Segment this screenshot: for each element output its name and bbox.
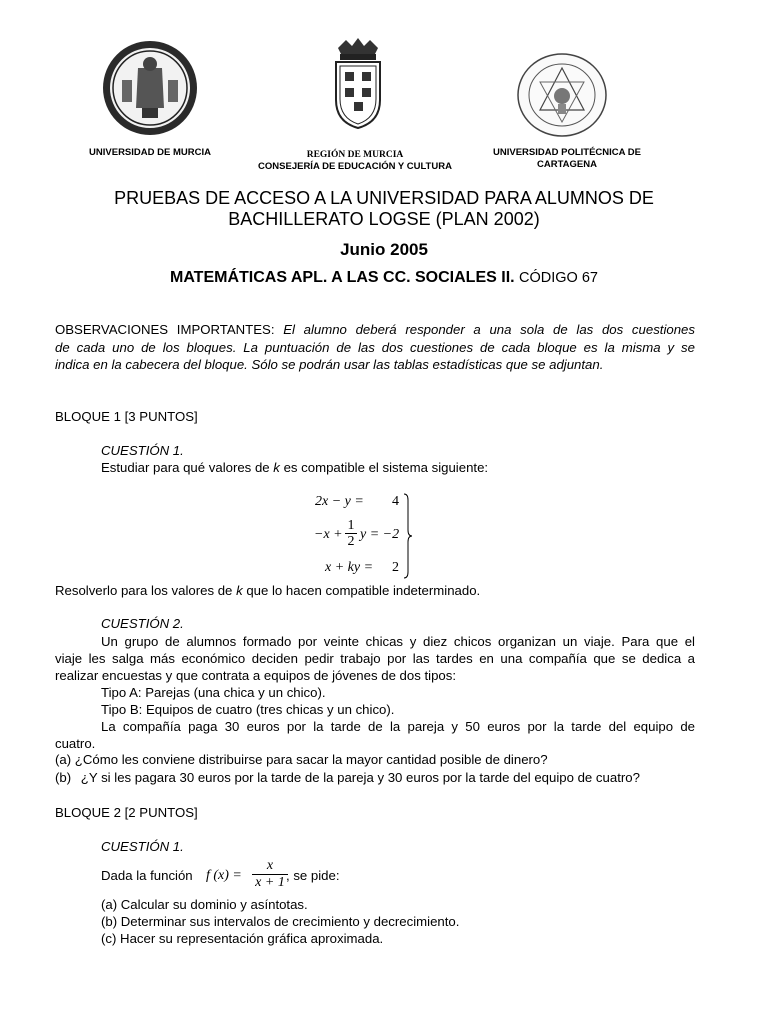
eq-r2-post: y = −2 [360, 527, 400, 542]
observaciones-line1 [55, 322, 695, 339]
b1-cuestion2-title: CUESTIÓN 2. [101, 616, 184, 631]
institution-left [60, 147, 240, 159]
institution-center-line2: CONSEJERÍA DE EDUCACIÓN Y CULTURA [258, 161, 452, 172]
b1-c1-closing-after: que lo hacen compatible indeterminado. [246, 583, 481, 598]
eq-r3-rhs: 2 [392, 560, 399, 575]
institution-left-name: UNIVERSIDAD DE MURCIA [89, 147, 211, 158]
b1-c2-p1-line2: viaje les salga más económico deciden pedir trabajo por las tardes en una compañía que se dedica a [55, 651, 695, 666]
bloque2-heading: BLOQUE 2 [2 PUNTOS] [55, 805, 198, 820]
observaciones-label: OBSERVACIONES IMPORTANTES: [55, 322, 275, 337]
subject-code: CÓDIGO 67 [519, 270, 598, 286]
b2-c1-intro-text: Dada la función [101, 868, 193, 883]
exam-title-line1: PRUEBAS DE ACCESO A LA UNIVERSIDAD PARA ALUMNOS DE [114, 188, 654, 208]
institution-center-line1: REGIÓN DE MURCIA [306, 150, 404, 160]
b2-cuestion1-title: CUESTIÓN 1. [101, 839, 184, 854]
b1-c2-pay-line2: cuatro. [55, 736, 96, 751]
equation-system [300, 492, 420, 580]
exam-title-line2: BACHILLERATO LOGSE (PLAN 2002) [228, 209, 540, 229]
b1-c1-intro-var: k [273, 460, 280, 475]
subject-name: MATEMÁTICAS APL. A LAS CC. SOCIALES II. [169, 269, 515, 286]
b1-c2-question-a [55, 752, 548, 769]
b2-c1-intro [101, 868, 193, 885]
b1-c1-closing-before: Resolverlo para los valores de [55, 583, 233, 598]
institution-right-line2: CARTAGENA [537, 159, 597, 170]
b2-c1-item-c: (c) Hacer su representación gráfica aproximada. [101, 931, 384, 946]
b1-c2-p1-line1: Un grupo de alumnos formado por veinte chicas y diez chicos organizan un viaje. Para que el [101, 634, 695, 649]
exam-subject [0, 267, 768, 289]
upct-seal-icon [516, 52, 608, 138]
b1-c2-pay-line1: La compañía paga 30 euros por la tarde de la pareja y 50 euros por la tarde del equipo de [101, 719, 695, 734]
fn-num: x [266, 858, 274, 873]
eq-r1-rhs: 4 [392, 494, 399, 509]
exam-date: Junio 2005 [340, 240, 428, 259]
b1-c1-closing-var: k [236, 583, 243, 598]
qb-text: ¿Y si les pagara 30 euros por la tarde de la pareja y 30 euros por la tarde del equipo de cuatro? [80, 770, 640, 785]
observaciones-line2: de cada uno de los bloques. La puntuación de las dos cuestiones de cada bloque es la misma y se [55, 340, 695, 355]
function-expression [206, 858, 346, 894]
eq-r2-fraction [345, 518, 357, 549]
b1-c2-p1-line3: realizar encuestas y que contrata a equipos de jóvenes de dos tipos: [55, 668, 457, 683]
eq-r3-lhs: x + ky = [325, 560, 374, 575]
system-brace [402, 492, 414, 580]
qa-text: ¿Cómo les conviene distribuirse para sacar la mayor cantidad posible de dinero? [74, 752, 548, 767]
institution-right-line1: UNIVERSIDAD POLITÉCNICA DE [493, 147, 641, 158]
institution-center [234, 149, 476, 173]
university-of-murcia-seal-icon [98, 38, 202, 138]
qa-label: (a) [55, 752, 72, 767]
region-of-murcia-crest-icon [328, 38, 388, 130]
b1-c1-intro-after: es compatible el sistema siguiente: [283, 460, 489, 475]
observaciones-text1: El alumno deberá responder a una sola de las dos cuestiones [283, 322, 695, 337]
b2-c1-item-a: (a) Calcular su dominio y asíntotas. [101, 897, 308, 912]
b1-c2-tipo-a: Tipo A: Parejas (una chica y un chico). [101, 685, 326, 700]
b1-c1-closing [55, 583, 480, 600]
observaciones-line3: indica en la cabecera del bloque. Sólo se podrán usar las tablas estadísticas que se adjuntan. [55, 357, 604, 372]
eq-r2-pre: −x + [314, 527, 343, 542]
b2-c1-item-b: (b) Determinar sus intervalos de crecimiento y decrecimiento. [101, 914, 460, 929]
fn-after: , se pide: [286, 868, 340, 883]
fn-den: x + 1 [255, 875, 285, 890]
qb-label: (b) [55, 770, 72, 785]
eq-r1-lhs: 2x − y = [315, 494, 364, 509]
institution-right [478, 147, 656, 171]
eq-r2-num: 1 [347, 518, 355, 533]
b1-c1-intro [101, 460, 488, 477]
fn-lhs: f (x) = [206, 868, 242, 883]
b1-c2-tipo-b: Tipo B: Equipos de cuatro (tres chicas y un chico). [101, 702, 395, 717]
fn-fraction [252, 858, 288, 891]
b1-cuestion1-title: CUESTIÓN 1. [101, 443, 184, 458]
b1-c2-question-b [55, 770, 640, 787]
eq-r2-den: 2 [347, 534, 355, 549]
b1-c1-intro-before: Estudiar para qué valores de [101, 460, 270, 475]
eq-row1 [315, 494, 364, 510]
bloque1-heading: BLOQUE 1 [3 PUNTOS] [55, 409, 198, 424]
